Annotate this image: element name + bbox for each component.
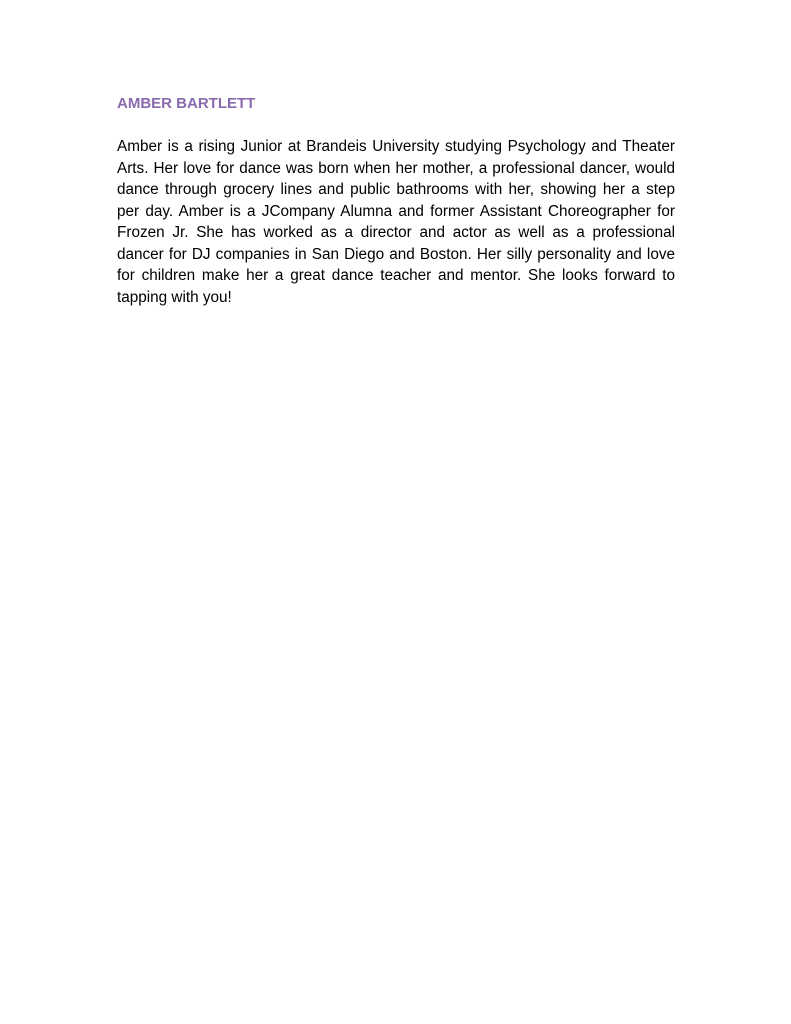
bio-paragraph: Amber is a rising Junior at Brandeis University studying Psychology and Theater Arts. Her love for dance was born when her mother, a professional dancer, would dance through grocery lines and public bathrooms with her, showing her a step per day. Amber is a JCompany Alumna and former Assistant Choreographer for Frozen Jr. She has worked as a director and actor as well as a professional dancer for DJ companies in San Diego and Boston. Her silly personality and love for children make her a great dance teacher and mentor. She looks forward to tapping with you! [117,138,675,306]
bio-heading: AMBER BARTLETT [117,95,256,112]
